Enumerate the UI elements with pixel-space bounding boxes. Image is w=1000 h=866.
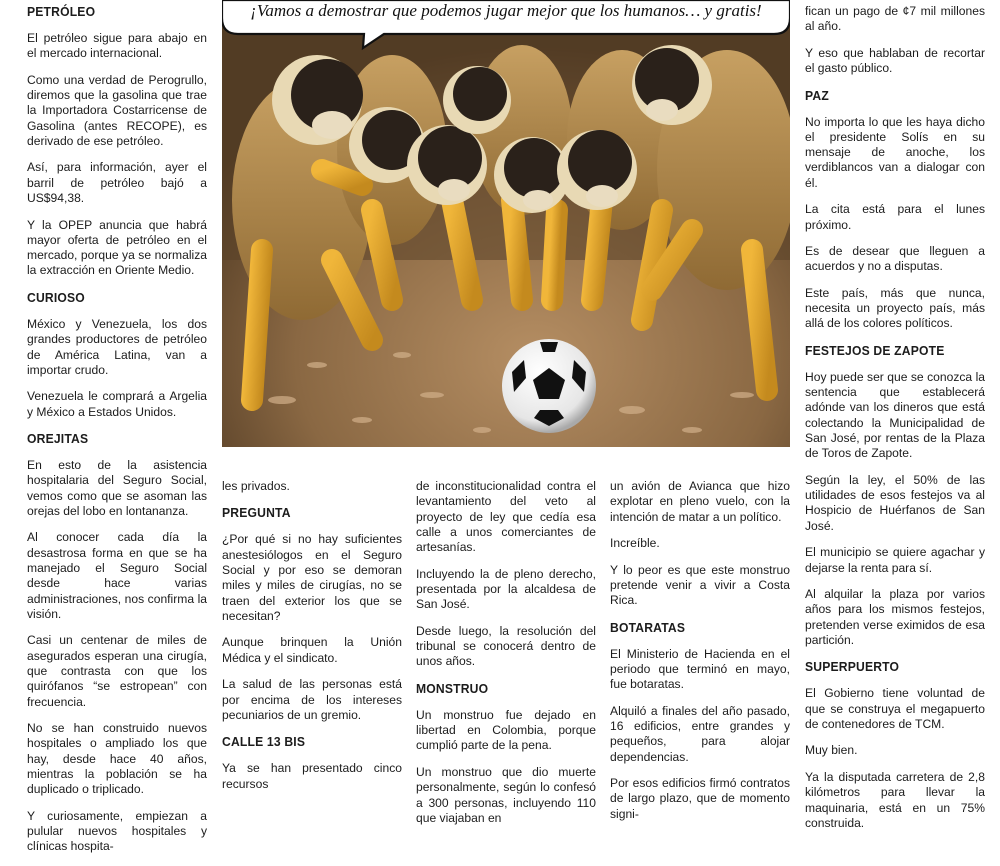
section-heading: CURIOSO (27, 289, 85, 305)
article-paragraph: Como una verdad de Perogrullo, diremos que la gasolina que trae la Importadora Costarricense de Gasolina (antes RECOPE), es derivado de ese petróleo. (27, 72, 207, 148)
column-1 (27, 4, 207, 866)
article-paragraph: Aunque brinquen la Unión Médica y el sindicato. (222, 635, 402, 665)
column-3 (416, 479, 596, 837)
article-paragraph: Al alquilar la plaza por varios años para los mismos festejos, pretenden verse eximidos de esa partición. (805, 587, 985, 647)
article-paragraph: Hoy puede ser que se conozca la sentencia que establecerá adónde van los dineros que está colectando la Municipalidad de San José, por rentas de la Plaza de Toros de Zapote. (805, 369, 985, 461)
section-heading: BOTARATAS (610, 619, 686, 635)
section-heading: PAZ (805, 87, 829, 103)
article-paragraph: Increíble. (610, 536, 660, 551)
article-paragraph: No importa lo que les haya dicho el presidente Solís en su mensaje de anoche, los verdiblancos van a dialogar con él. (805, 114, 985, 190)
article-paragraph: México y Venezuela, los dos grandes productores de petróleo de América Latina, van a importar crudo. (27, 316, 207, 377)
column-4 (610, 479, 790, 833)
article-paragraph: Este país, más que nunca, necesita un proyecto país, más allá de los colores políticos. (805, 285, 985, 331)
section-heading: PREGUNTA (222, 505, 291, 521)
article-paragraph: Un monstruo que dio muerte personalmente, según lo confesó a 300 personas, incluyendo 110 que viajaban en (416, 764, 596, 825)
article-paragraph: de inconstitucionalidad contra el levantamiento del veto al proyecto de ley que cedía esa calle a unos comerciantes de artesanías. (416, 479, 596, 555)
article-paragraph: La cita está para el lunes próximo. (805, 202, 985, 232)
article-paragraph: Y lo peor es que este monstruo pretende venir a vivir a Costa Rica. (610, 562, 790, 608)
article-paragraph: La salud de las personas está por encima de los intereses pecuniarios de un gremio. (222, 677, 402, 722)
article-paragraph: Por esos edificios firmó contratos de largo plazo, que de momento signi- (610, 776, 790, 821)
article-paragraph: Casi un centenar de miles de asegurados esperan una cirugía, que contrasta con que los quirófanos “se estropean” con frecuencia. (27, 633, 207, 709)
article-paragraph: Un monstruo fue dejado en libertad en Colombia, porque cumplió parte de la pena. (416, 707, 596, 753)
section-heading: FESTEJOS DE ZAPOTE (805, 342, 945, 358)
article-paragraph: Y eso que hablaban de recortar el gasto público. (805, 45, 985, 76)
article-paragraph: No se han construido nuevos hospitales o ampliado los que hay, desde hace 40 años, mientras la población se ha duplicado o triplicado. (27, 721, 207, 797)
column-5 (805, 4, 985, 842)
article-paragraph: Es de desear que lleguen a acuerdos y no a disputas. (805, 244, 985, 274)
article-paragraph: Ya se han presentado cinco recursos (222, 761, 402, 791)
article-paragraph: Así, para información, ayer el barril de petróleo bajó a US$94,38. (27, 160, 207, 206)
article-paragraph: fican un pago de ¢7 mil millones al año. (805, 4, 985, 34)
section-heading: CALLE 13 BIS (222, 734, 306, 750)
section-heading: SUPERPUERTO (805, 659, 900, 675)
article-paragraph: Al conocer cada día la desastrosa forma en que se ha manejado el Seguro Social desde hace varias administraciones, nos confirma la visión. (27, 530, 207, 621)
column-2 (222, 479, 402, 803)
article-paragraph: Y la OPEP anuncia que habrá mayor oferta de petróleo en el mercado, porque ya se normaliza la extracción en Oriente Medio. (27, 217, 207, 278)
speech-bubble-text: ¡Vamos a demostrar que podemos jugar mejor que los humanos… y gratis! (250, 1, 762, 20)
article-paragraph: Desde luego, la resolución del tribunal se conocerá dentro de unos años. (416, 623, 596, 669)
article-paragraph: El Gobierno tiene voluntad de que se construya el megapuerto de contenedores de TCM. (805, 686, 985, 731)
section-heading: OREJITAS (27, 431, 89, 447)
article-paragraph: les privados. (222, 479, 290, 493)
article-paragraph: un avión de Avianca que hizo explotar en pleno vuelo, con la intención de matar a un político. (610, 479, 790, 524)
article-paragraph: Venezuela le comprará a Argelia y México a Estados Unidos. (27, 389, 207, 419)
article-paragraph: Incluyendo la de pleno derecho, presentada por la alcaldesa de San José. (416, 566, 596, 612)
article-paragraph: Ya la disputada carretera de 2,8 kilómetros para llevar la maquinaria, está en un 75% construida. (805, 769, 985, 830)
article-paragraph: Alquiló a finales del año pasado, 16 edificios, entre grandes y pequeños, para alojar dependencias. (610, 703, 790, 764)
article-paragraph: Según la ley, el 50% de las utilidades de esos festejos va al Hospicio de Huérfanos de San José. (805, 472, 985, 533)
article-paragraph: El petróleo sigue para abajo en el mercado internacional. (27, 31, 207, 61)
article-paragraph: El Ministerio de Hacienda en el periodo que terminó en mayo, fue botaratas. (610, 646, 790, 692)
article-paragraph: En esto de la asistencia hospitalaria del Seguro Social, vemos como que se asoman las orejas del lobo en lontananza. (27, 458, 207, 518)
section-heading: MONSTRUO (416, 680, 489, 696)
article-paragraph: ¿Por qué si no hay suficientes anestesiólogos en el Seguro Social y por eso se demoran miles y miles de cirugías, no se traen del exterior los que se necesitan? (222, 532, 402, 623)
article-paragraph: El municipio se quiere agachar y dejarse la renta para sí. (805, 545, 985, 575)
section-heading: PETRÓLEO (27, 4, 96, 19)
article-paragraph: Muy bien. (805, 743, 858, 758)
article-paragraph: Y curiosamente, empiezan a pulular nuevos hospitales y clínicas hospita- (27, 808, 207, 854)
speech-bubble (222, 0, 790, 46)
